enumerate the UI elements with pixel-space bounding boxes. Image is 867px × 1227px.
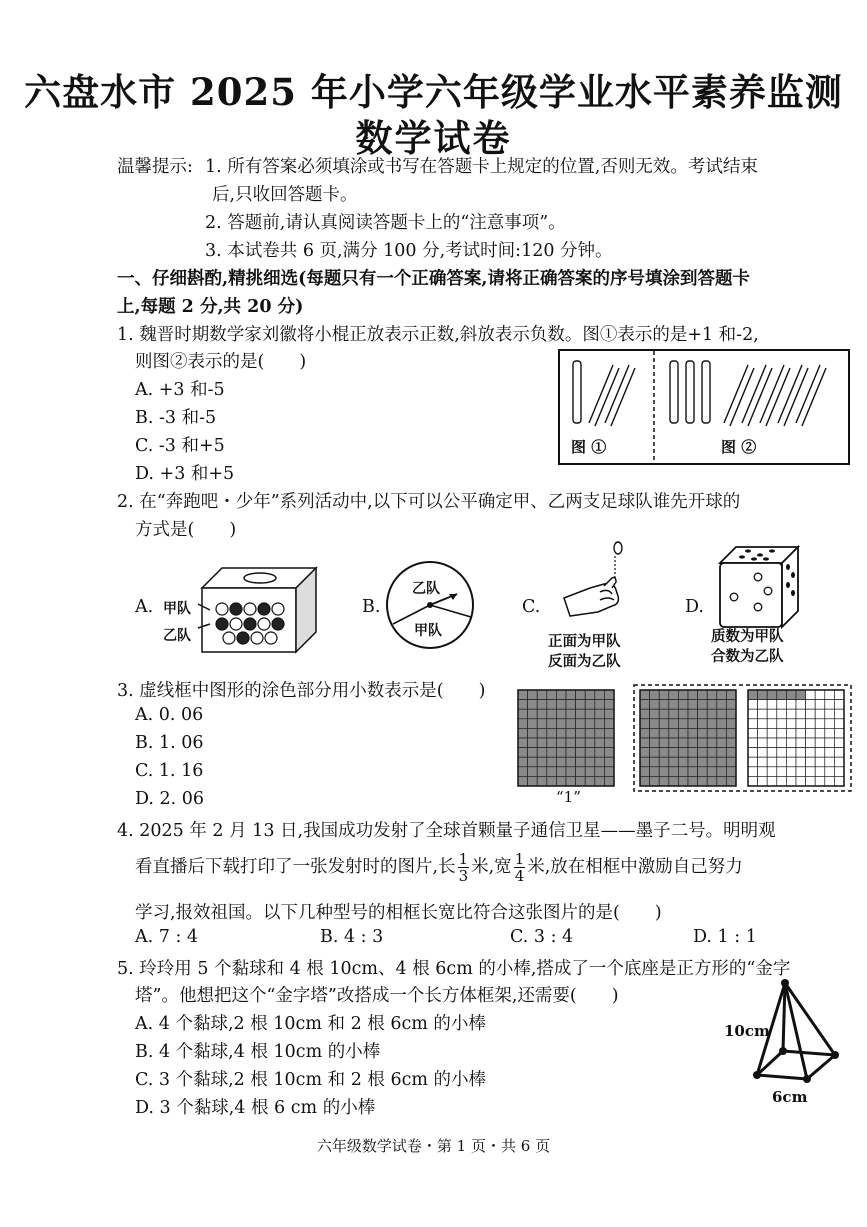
q3-option-b[interactable]: B. 1. 06	[135, 733, 204, 753]
grid-cell	[518, 700, 528, 710]
page-title: 六盘水市 2025 年小学六年级学业水平素养监测	[24, 70, 843, 114]
grid-cell	[604, 748, 614, 758]
grid-cell	[556, 719, 566, 729]
grid-cell	[528, 738, 538, 748]
q3-option-d[interactable]: D. 2. 06	[135, 789, 205, 809]
q1-fig1-label: 图 ①	[571, 438, 607, 456]
q5-label-10cm: 10cm	[724, 1022, 770, 1040]
grid-unit-full	[518, 690, 614, 786]
grid-cell	[556, 728, 566, 738]
grid-cell	[547, 748, 557, 758]
q3-option-a[interactable]: A. 0. 06	[135, 705, 204, 725]
grid-cell	[556, 690, 566, 700]
grid-cell	[556, 767, 566, 777]
grid-cell	[556, 776, 566, 786]
grid-cell	[566, 767, 576, 777]
grid-cell	[576, 748, 586, 758]
grid-cell	[566, 776, 576, 786]
q5-stem-line1: 5. 玲玲用 5 个黏球和 4 根 10cm、4 根 6cm 的小棒,搭成了一个底座是正方形的“金字	[117, 959, 791, 979]
q2-a-label-yi: 乙队	[163, 628, 191, 644]
q2-stem-line2: 方式是( )	[135, 520, 237, 540]
grid-cell	[604, 719, 614, 729]
grid-cell	[595, 700, 605, 710]
grid-cell	[595, 767, 605, 777]
grid-cell	[528, 690, 538, 700]
grid-cell	[576, 738, 586, 748]
grid-cell	[518, 738, 528, 748]
grid-cell	[518, 709, 528, 719]
q4-fraction-length	[458, 851, 470, 884]
q2-d-caption1: 质数为甲队	[711, 628, 784, 645]
grid-cell	[537, 776, 547, 786]
grid-cell	[528, 719, 538, 729]
q1-stem-line2: 则图②表示的是( )	[135, 352, 307, 372]
grid-cell	[547, 690, 557, 700]
q4-stem-line3: 学习,报效祖国。以下几种型号的相框长宽比符合这张图片的是( )	[135, 903, 662, 923]
grid-cell	[518, 719, 528, 729]
frac2-num: 1	[514, 850, 525, 868]
grid-cell	[604, 709, 614, 719]
grid-cell	[576, 719, 586, 729]
q4-line2-part-c: 米,放在相框中激励自己努力	[527, 857, 743, 877]
grid-cell	[528, 728, 538, 738]
grid-cell	[585, 709, 595, 719]
grid-cell	[518, 748, 528, 758]
q2-c-caption1: 正面为甲队	[548, 633, 621, 650]
grid-cell	[547, 709, 557, 719]
grid-cell	[528, 776, 538, 786]
grid-cell	[547, 738, 557, 748]
grid-cell	[576, 700, 586, 710]
grid-cell	[576, 709, 586, 719]
grid-cell	[576, 767, 586, 777]
grid-cell	[537, 748, 547, 758]
section-heading-line1: 一、仔细斟酌,精挑细选(每题只有一个正确答案,请将正确答案的序号填涂到答题卡	[117, 269, 750, 289]
grid-cell	[547, 700, 557, 710]
grid-cell	[518, 767, 528, 777]
grid-cell	[566, 709, 576, 719]
q5-option-c[interactable]: C. 3 个黏球,2 根 10cm 和 2 根 6cm 的小棒	[135, 1070, 487, 1090]
grid-cell	[537, 767, 547, 777]
grid-cell	[585, 719, 595, 729]
grid-cell	[595, 757, 605, 767]
q1-stem-line1: 1. 魏晋时期数学家刘徽将小棍正放表示正数,斜放表示负数。图①表示的是+1 和-2,	[117, 325, 759, 345]
grid-cell	[604, 690, 614, 700]
q4-option-c[interactable]: C. 3 : 4	[510, 927, 574, 947]
notice-item1-line2: 后,只收回答题卡。	[212, 185, 358, 205]
grid-cell	[566, 748, 576, 758]
grid-cell	[595, 719, 605, 729]
page-subtitle: 数学试卷	[355, 116, 512, 160]
q1-option-a[interactable]: A. +3 和-5	[135, 380, 225, 400]
page-footer: 六年级数学试卷・第 1 页・共 6 页	[316, 1137, 551, 1155]
coin-toss-hand-icon	[560, 540, 640, 624]
grid-cell	[537, 719, 547, 729]
grid-cell	[528, 767, 538, 777]
grid-cell	[537, 709, 547, 719]
q1-option-d[interactable]: D. +3 和+5	[135, 464, 235, 484]
q4-line2-part-b: 米,宽	[471, 857, 512, 877]
grid-cell	[556, 748, 566, 758]
grid-cell	[566, 757, 576, 767]
q1-option-c[interactable]: C. -3 和+5	[135, 436, 225, 456]
grid-cell	[585, 757, 595, 767]
q4-line2-part-a: 看直播后下载打印了一张发射时的图片,长	[135, 857, 456, 877]
grid-cell	[537, 738, 547, 748]
grid-cell	[537, 690, 547, 700]
q5-option-a[interactable]: A. 4 个黏球,2 根 10cm 和 2 根 6cm 的小棒	[135, 1014, 486, 1034]
q3-option-c[interactable]: C. 1. 16	[135, 761, 204, 781]
grid-cell	[528, 748, 538, 758]
grid-cell	[547, 757, 557, 767]
grid-cell	[537, 728, 547, 738]
notice-label: 温馨提示:	[117, 157, 193, 177]
q4-option-a[interactable]: A. 7 : 4	[135, 927, 199, 947]
q2-option-d[interactable]: D.	[685, 597, 704, 617]
q2-option-b[interactable]: B.	[362, 597, 381, 617]
grid-cell	[537, 757, 547, 767]
q2-b-label-jia: 甲队	[414, 623, 442, 639]
grid-cell	[566, 728, 576, 738]
grid-cell	[576, 757, 586, 767]
grid-cell	[556, 738, 566, 748]
notice-item3: 3. 本试卷共 6 页,满分 100 分,考试时间:120 分钟。	[205, 241, 613, 261]
grid-cell	[556, 700, 566, 710]
q2-d-caption2: 合数为乙队	[711, 648, 784, 665]
q5-label-6cm: 6cm	[772, 1088, 808, 1106]
grid-cell	[518, 776, 528, 786]
q3-stem: 3. 虚线框中图形的涂色部分用小数表示是( )	[117, 681, 486, 701]
frac1-num: 1	[458, 850, 469, 868]
q5-option-b[interactable]: B. 4 个黏球,4 根 10cm 的小棒	[135, 1042, 381, 1062]
grid-cell	[585, 690, 595, 700]
grid-cell	[595, 728, 605, 738]
grid-cell	[604, 728, 614, 738]
grid-cell	[537, 700, 547, 710]
grid-cell	[585, 767, 595, 777]
grid-cell	[528, 757, 538, 767]
q2-stem-line1: 2. 在“奔跑吧・少年”系列活动中,以下可以公平确定甲、乙两支足球队谁先开球的	[117, 492, 741, 512]
q4-stem-line1: 4. 2025 年 2 月 13 日,我国成功发射了全球首颗量子通信卫星——墨子二号。明明观	[117, 821, 776, 841]
grid-cell	[585, 776, 595, 786]
grid-cell	[604, 776, 614, 786]
grid-cell	[604, 767, 614, 777]
grid-cell	[576, 690, 586, 700]
grid-cell	[595, 748, 605, 758]
grid-cell	[566, 738, 576, 748]
grid-cell	[585, 738, 595, 748]
grid-cell	[576, 776, 586, 786]
grid-cell	[566, 719, 576, 729]
grid-cell	[547, 776, 557, 786]
grid-cell	[595, 776, 605, 786]
q5-stem-line2: 塔”。他想把这个“金字塔”改搭成一个长方体框架,还需要( )	[135, 986, 619, 1006]
grid-cell	[556, 709, 566, 719]
grid-cell	[576, 728, 586, 738]
grid-cell	[566, 700, 576, 710]
grid-cell	[547, 728, 557, 738]
grid-cell	[585, 700, 595, 710]
q2-option-c[interactable]: C.	[522, 597, 541, 617]
frac2-den: 4	[514, 867, 525, 885]
q3-unit-label: “1”	[556, 788, 581, 806]
q2-a-label-jia: 甲队	[163, 601, 191, 617]
grid-cell	[528, 700, 538, 710]
q4-stem-line2	[135, 851, 743, 884]
grid-cell	[528, 709, 538, 719]
q1-option-b[interactable]: B. -3 和-5	[135, 408, 217, 428]
q2-option-a[interactable]: A.	[135, 597, 154, 617]
notice-item1-line1: 1. 所有答案必须填涂或书写在答题卡上规定的位置,否则无效。考试结束	[205, 157, 758, 177]
dice-icon	[708, 545, 800, 630]
grid-cell	[566, 690, 576, 700]
q2-b-label-yi: 乙队	[412, 581, 440, 597]
grid-cell	[595, 738, 605, 748]
q4-option-d[interactable]: D. 1 : 1	[693, 927, 757, 947]
grid-cell	[585, 748, 595, 758]
grid-cell	[604, 700, 614, 710]
q4-option-b[interactable]: B. 4 : 3	[320, 927, 384, 947]
grid-cell	[518, 757, 528, 767]
grid-cell	[556, 757, 566, 767]
ball-box-icon	[200, 566, 318, 654]
grid-cell	[585, 728, 595, 738]
frac1-den: 3	[458, 867, 469, 885]
grid-cell	[595, 690, 605, 700]
grid-cell	[595, 709, 605, 719]
grid-cell	[604, 738, 614, 748]
q5-option-d[interactable]: D. 3 个黏球,4 根 6 cm 的小棒	[135, 1098, 376, 1118]
grid-cell	[547, 719, 557, 729]
q2-c-caption2: 反面为乙队	[548, 653, 621, 670]
q4-fraction-width	[514, 851, 526, 884]
grid-cell	[518, 690, 528, 700]
grid-cell	[604, 757, 614, 767]
grid-cell	[518, 728, 528, 738]
notice-item2: 2. 答题前,请认真阅读答题卡上的“注意事项”。	[205, 213, 566, 233]
q1-fig2-label: 图 ②	[721, 438, 757, 456]
section-heading-line2: 上,每题 2 分,共 20 分)	[117, 297, 304, 317]
grid-cell	[547, 767, 557, 777]
dashed-frame	[633, 684, 853, 794]
